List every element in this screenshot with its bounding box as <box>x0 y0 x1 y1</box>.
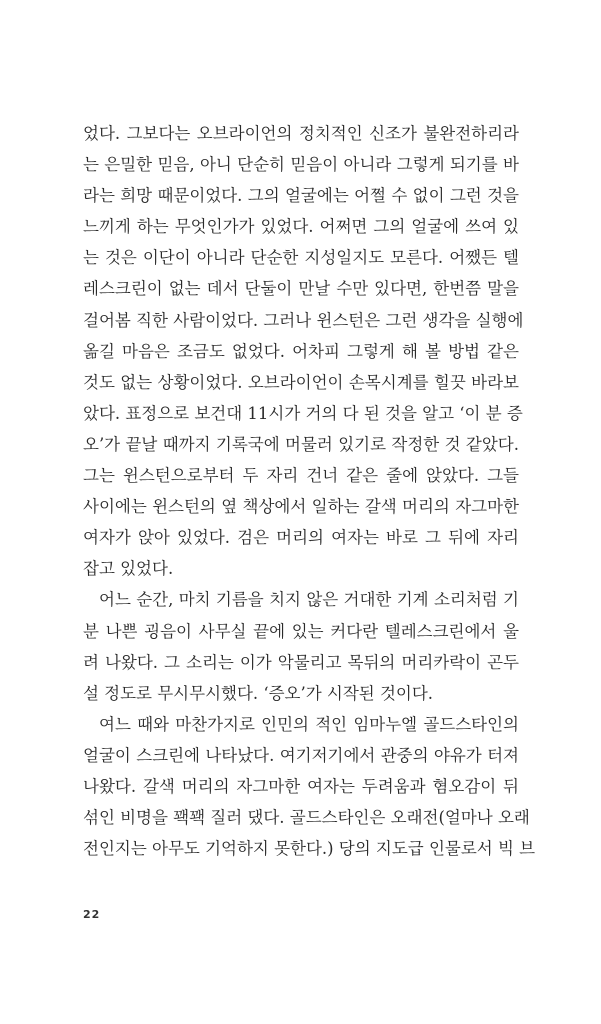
text-line: 것도 없는 상황이었다. 오브라이언이 손목시계를 힐끗 바라보 <box>83 372 519 392</box>
text-line: 았다. 표정으로 보건대 11시가 거의 다 된 것을 알고 ‘이 분 증 <box>83 403 523 423</box>
text-line: 사이에는 윈스턴의 옆 책상에서 일하는 갈색 머리의 자그마한 <box>83 497 519 517</box>
text-line: 전인지는 아무도 기억하지 못한다.) 당의 지도급 인물로서 빅 브 <box>83 839 536 859</box>
text-line: 는 것은 이단이 아니라 단순한 지성일지도 모른다. 어쨌든 텔 <box>83 248 519 268</box>
text-line: 오’가 끝날 때까지 기록국에 머물러 있기로 작정한 것 같았다. <box>83 434 519 454</box>
text-line: 었다. 그보다는 오브라이언의 정치적인 신조가 불완전하리라 <box>83 124 519 143</box>
paragraph-start-line: 어느 순간, 마치 기름을 치지 않은 거대한 기계 소리처럼 기 <box>99 590 519 610</box>
text-line: 잡고 있었다. <box>83 559 174 579</box>
text-line: 분 나쁜 굉음이 사무실 끝에 있는 커다란 텔레스크린에서 울 <box>83 621 519 641</box>
text-line: 느끼게 하는 무엇인가가 있었다. 어쩌면 그의 얼굴에 쓰여 있 <box>83 217 519 237</box>
paragraph-start-line: 여느 때와 마찬가지로 인민의 적인 임마누엘 골드스타인의 <box>99 714 519 734</box>
text-line: 설 정도로 무시무시했다. ‘증오’가 시작된 것이다. <box>83 683 434 703</box>
text-line: 는 은밀한 믿음, 아니 단순히 믿음이 아니라 그렇게 되기를 바 <box>83 155 519 175</box>
text-line: 려 나왔다. 그 소리는 이가 악물리고 목뒤의 머리카락이 곤두 <box>83 652 519 672</box>
text-line: 레스크린이 없는 데서 단둘이 만날 수만 있다면, 한번쯤 말을 <box>83 279 519 299</box>
text-line: 나왔다. 갈색 머리의 자그마한 여자는 두려움과 혐오감이 뒤 <box>83 776 519 796</box>
page-number: 22 <box>83 908 101 921</box>
text-line: 옮길 마음은 조금도 없었다. 어차피 그렇게 해 볼 방법 같은 <box>83 341 519 361</box>
text-line: 얼굴이 스크린에 나타났다. 여기저기에서 관중의 야유가 터져 <box>83 745 519 765</box>
text-line: 라는 희망 때문이었다. 그의 얼굴에는 어쩔 수 없이 그런 것을 <box>83 186 519 206</box>
text-line: 섞인 비명을 꽥꽥 질러 댔다. 골드스타인은 오래전(얼마나 오래 <box>83 808 530 828</box>
text-line: 걸어봄 직한 사람이었다. 그러나 윈스턴은 그런 생각을 실행에 <box>83 310 524 330</box>
text-line: 여자가 앉아 있었다. 검은 머리의 여자는 바로 그 뒤에 자리 <box>83 528 519 548</box>
page-body-text <box>83 118 536 864</box>
text-line: 그는 윈스턴으로부터 두 자리 건너 같은 줄에 앉았다. 그들 <box>83 466 519 486</box>
